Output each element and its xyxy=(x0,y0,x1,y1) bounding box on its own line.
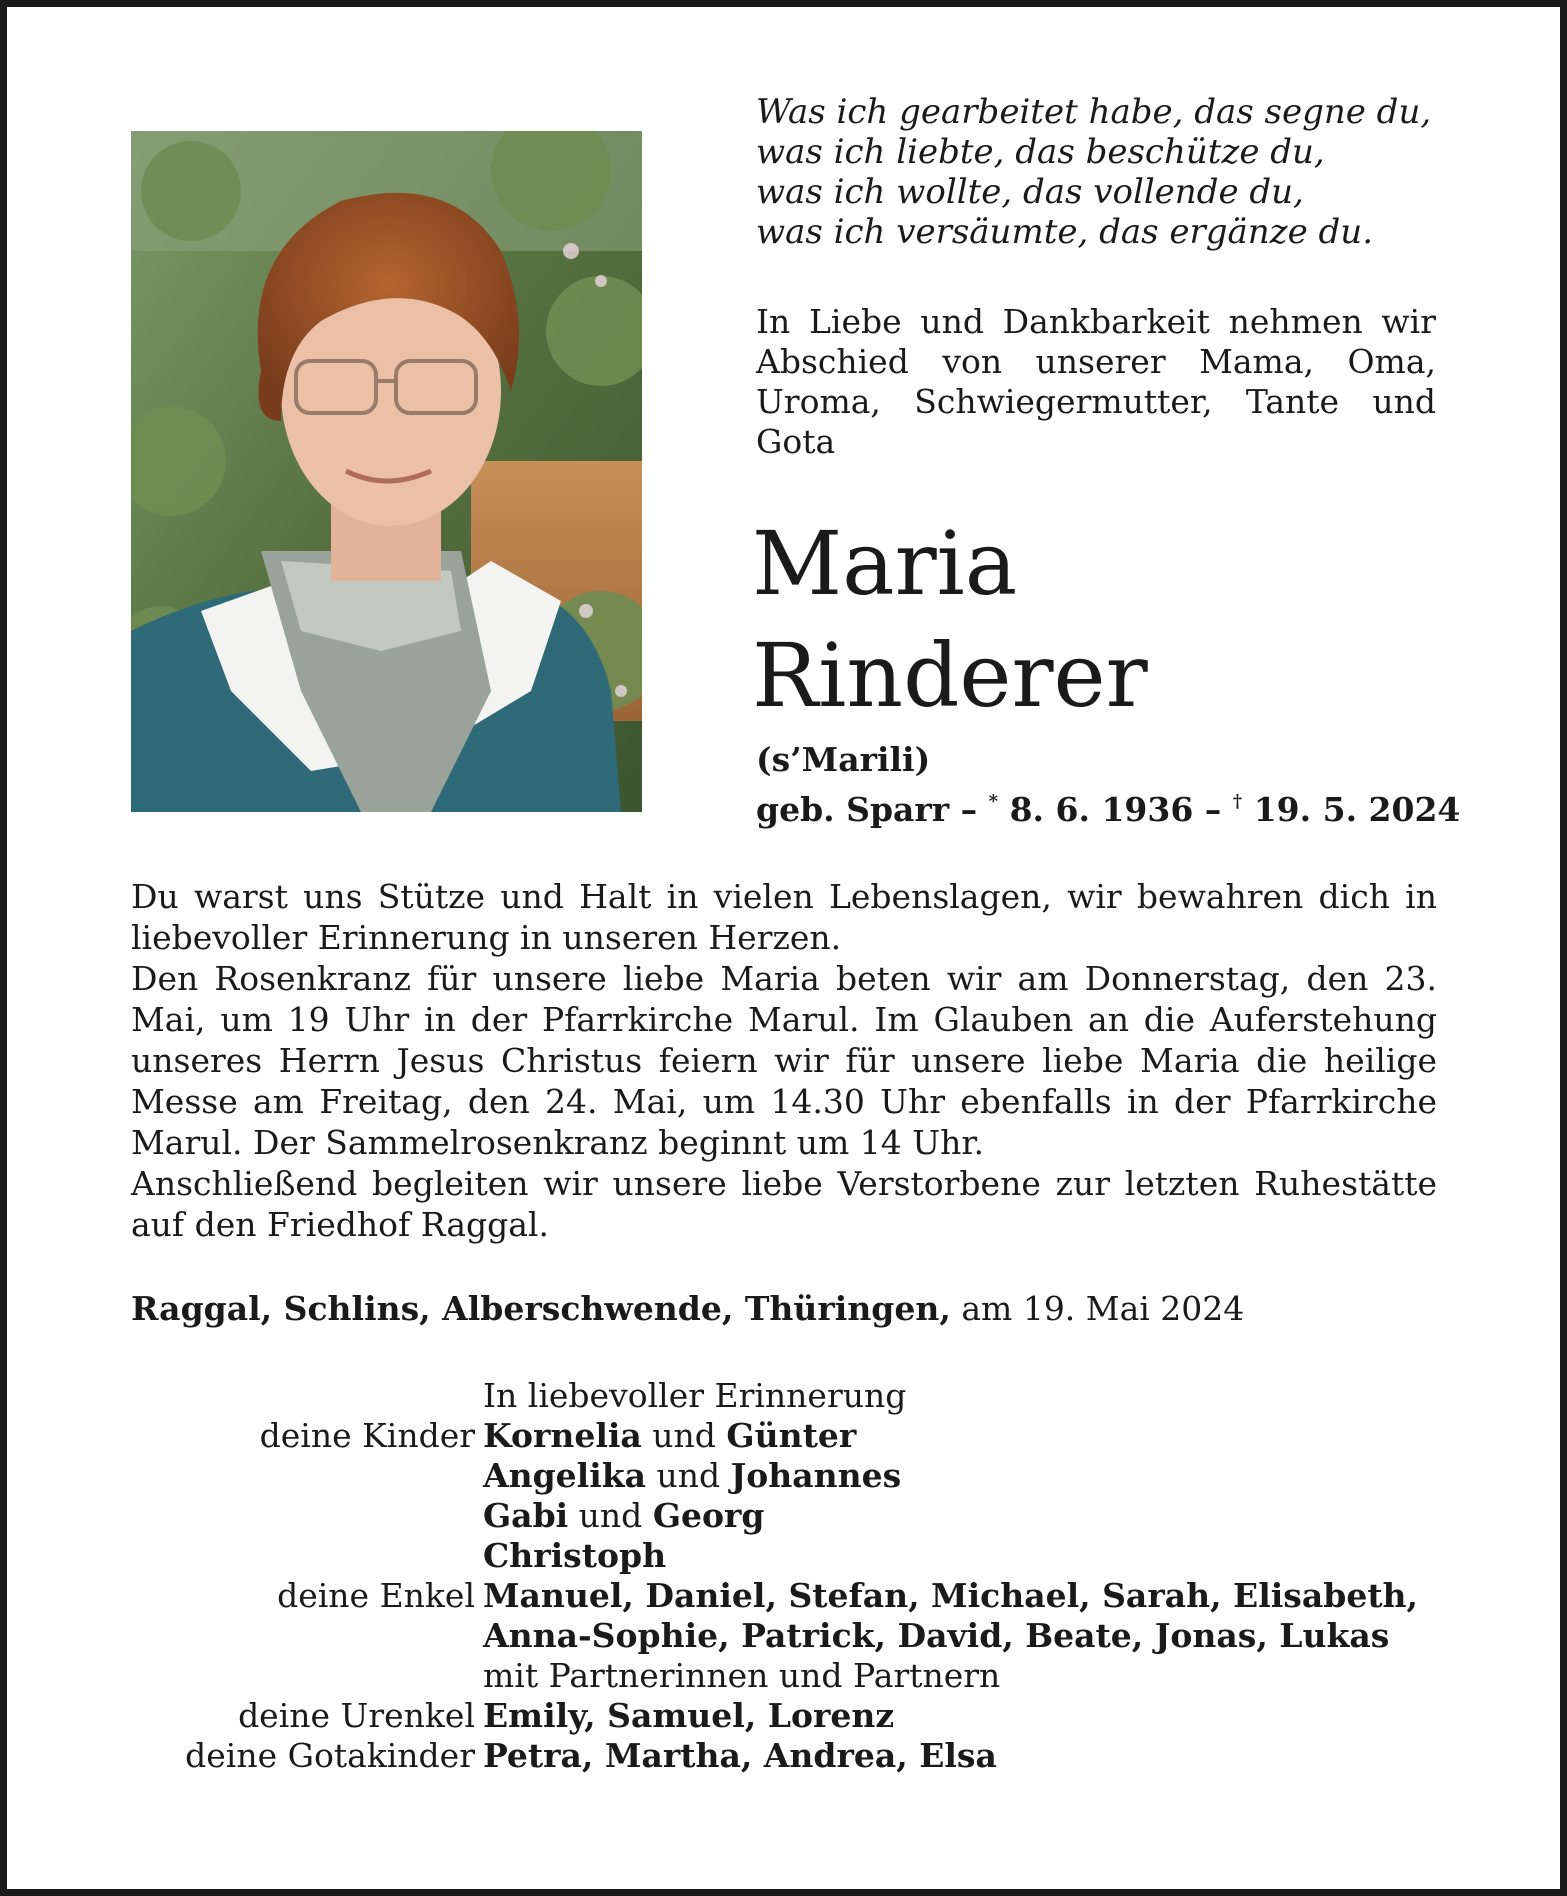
enkel-row xyxy=(131,1576,1451,1616)
born-date: 8. 6. 1936 – xyxy=(998,790,1233,829)
farewell-intro: In Liebe und Dankbarkeit nehmen wir Abschied von unserer Mama, Oma, Uroma, Schwiegermutter, Tante und Gota xyxy=(756,302,1436,461)
last-name: Rinderer xyxy=(752,624,1148,727)
gotakinder-label: deine Gotakinder xyxy=(185,1736,475,1775)
mourner-name: Johannes xyxy=(730,1456,902,1495)
nickname: (s’Marili) xyxy=(756,740,931,779)
gotakinder-row xyxy=(131,1736,1451,1776)
mourners-heading-row xyxy=(131,1376,1451,1416)
poem-line: was ich versäumte, das ergänze du. xyxy=(756,212,1373,252)
kinder-row: deine Kinder Kornelia und Günter xyxy=(131,1416,1451,1456)
place-date-line xyxy=(131,1289,1244,1329)
urenkel-row xyxy=(131,1696,1451,1736)
born-symbol: * xyxy=(988,791,999,812)
announcement-body xyxy=(131,876,1437,1245)
announcement-date: am 19. Mai 2024 xyxy=(950,1289,1245,1328)
mourners-list xyxy=(131,1376,1451,1776)
poem-verse xyxy=(756,92,1456,252)
mourner-name: Georg xyxy=(652,1496,765,1535)
kinder-row: Gabi und Georg xyxy=(483,1496,765,1535)
first-name: Maria xyxy=(752,512,1018,615)
enkel-note-row xyxy=(131,1656,1451,1696)
body-paragraph: Du warst uns Stütze und Halt in vielen Lebenslagen, wir bewahren dich in liebevoller Erinnerung in unseren Herzen. xyxy=(131,877,1437,957)
died-symbol: † xyxy=(1232,791,1243,812)
deceased-name xyxy=(752,508,1148,732)
life-dates xyxy=(756,782,1460,830)
mourner-name: Gabi xyxy=(483,1496,569,1535)
mourner-name: Angelika xyxy=(483,1456,646,1495)
mourner-names: Anna-Sophie, Patrick, David, Beate, Jonas, Lukas xyxy=(483,1616,1390,1655)
body-paragraph: Den Rosenkranz für unsere liebe Maria beten wir am Donnerstag, den 23. Mai, um 19 Uhr in der Pfarrkirche Marul. Im Glauben an die Auferstehung unseres Herrn Jesus Christus feiern wir für unsere liebe Maria die heilige Messe am Freitag, den 24. Mai, um 14.30 Uhr ebenfalls in der Pfarrkirche Marul. Der Sammelrosenkranz beginnt um 14 Uhr. xyxy=(131,959,1437,1162)
urenkel-label: deine Urenkel xyxy=(238,1696,475,1735)
body-paragraph: Anschließend begleiten wir unsere liebe Verstorbene zur letzten Ruhestätte auf den Friedhof Raggal. xyxy=(131,1164,1437,1244)
towns: Raggal, Schlins, Alberschwende, Thüringen, xyxy=(131,1289,951,1328)
portrait-photo xyxy=(131,131,642,812)
poem-line: Was ich gearbeitet habe, das segne du, xyxy=(756,92,1432,132)
birth-name: geb. Sparr – xyxy=(756,790,989,829)
mourner-names: Manuel, Daniel, Stefan, Michael, Sarah, Elisabeth, xyxy=(483,1576,1419,1615)
enkel-row xyxy=(131,1616,1451,1656)
mourner-name: Christoph xyxy=(483,1536,667,1575)
mourner-name: Kornelia xyxy=(483,1416,642,1455)
mourner-names: Petra, Martha, Andrea, Elsa xyxy=(483,1736,997,1775)
enkel-label: deine Enkel xyxy=(277,1576,475,1615)
poem-line: was ich liebte, das beschütze du, xyxy=(756,132,1325,172)
mourner-names: Emily, Samuel, Lorenz xyxy=(483,1696,895,1735)
poem-line: was ich wollte, das vollende du, xyxy=(756,172,1304,212)
mourner-name: Günter xyxy=(726,1416,857,1455)
kinder-label: deine Kinder xyxy=(259,1416,475,1455)
mourners-heading: In liebevoller Erinnerung xyxy=(483,1376,907,1415)
kinder-row: Angelika und Johannes xyxy=(483,1456,902,1495)
enkel-note: mit Partnerinnen und Partnern xyxy=(483,1656,1001,1695)
kinder-row xyxy=(131,1536,1451,1576)
died-date: 19. 5. 2024 xyxy=(1242,790,1461,829)
